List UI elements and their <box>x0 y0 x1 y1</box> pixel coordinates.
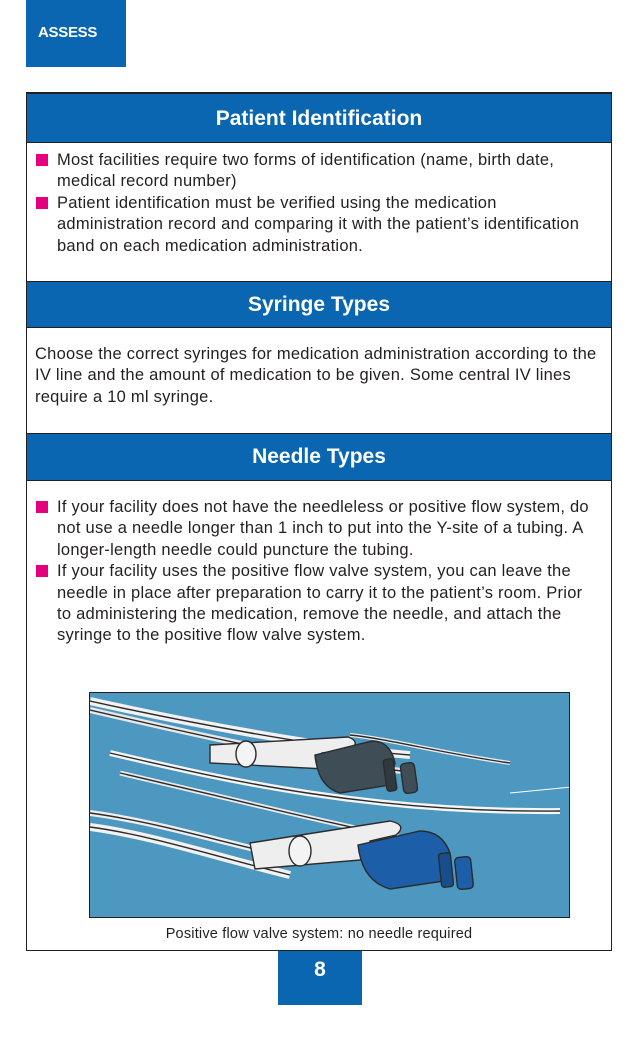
bullet-text: If your facility does not have the needleless or positive flow system, do not use a needle longer than 1 inch to put into the Y-site of a tubing. A longer-length needle could puncture the tubing. <box>57 498 589 559</box>
bullet-text: Most facilities require two forms of identification (name, birth date, medical record number) <box>57 151 555 191</box>
syringe-types-section <box>35 344 601 408</box>
bullet-text: Patient identification must be verified using the medication administration record and comparing it with the patient’s identification band on each medication administration. <box>57 193 580 255</box>
patient-identification-title: Patient Identification <box>215 107 423 130</box>
content-box <box>26 92 612 951</box>
page-number: 8 <box>314 958 326 981</box>
needle-types-section <box>35 497 601 647</box>
bullet-text: If your facility uses the positive flow valve system, you can leave the needle in place after preparation to carry it to the patient’s room. Prior to administering the medication, remove the needle, and attach the syringe to the positive flow valve system. <box>57 562 583 645</box>
section-tab-label: ASSESS <box>38 24 98 41</box>
list-item <box>35 497 601 561</box>
syringe-types-title: Syringe Types <box>248 293 390 316</box>
syringe-types-body: Choose the correct syringes for medication administration according to the IV line and the amount of medication to be given. Some central IV lines require a 10 ml syringe. <box>35 345 597 406</box>
syringe-types-header <box>27 281 611 328</box>
iv-tubing-illustration <box>89 692 570 918</box>
list-item <box>35 561 601 647</box>
square-bullet-icon <box>36 565 48 577</box>
list-item <box>35 193 601 257</box>
square-bullet-icon <box>36 154 48 166</box>
needle-types-header <box>27 433 611 481</box>
patient-identification-list <box>35 150 601 257</box>
list-item <box>35 150 601 193</box>
iv-tubing-with-syringe-illustration <box>90 693 570 918</box>
patient-identification-section <box>35 150 601 257</box>
square-bullet-icon <box>36 197 48 209</box>
page-number-tab <box>278 951 362 1005</box>
square-bullet-icon <box>36 501 48 513</box>
needle-types-list <box>35 497 601 647</box>
section-tab <box>26 0 126 67</box>
figure-caption: Positive flow valve system: no needle required <box>165 926 473 942</box>
needle-types-title: Needle Types <box>252 445 386 468</box>
patient-identification-header <box>27 93 611 143</box>
